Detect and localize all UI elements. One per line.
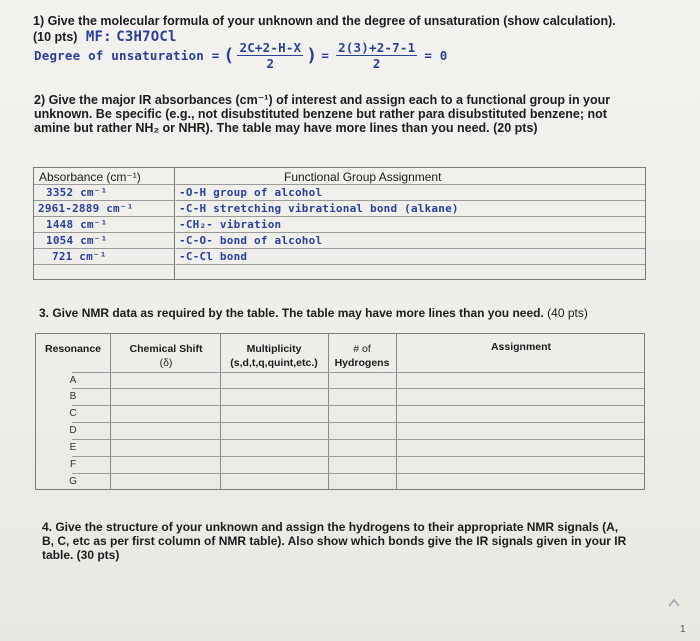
- chevron-up-icon[interactable]: [668, 595, 680, 611]
- ir-absorbance-value: 721 cm⁻¹: [52, 250, 107, 263]
- nmr-header-hydrogens: [328, 342, 396, 370]
- ir-header-functional-group: Functional Group Assignment: [284, 170, 442, 184]
- ir-group-assignment: -CH₂- vibration: [179, 218, 282, 231]
- q4-line-1: 4. Give the structure of your unknown and assign the hydrogens to their appropriate NMR signals (A,: [42, 520, 619, 534]
- nmr-resonance-label: E: [69, 442, 77, 453]
- ir-row-divider: [34, 232, 645, 233]
- nmr-row-divider: [72, 388, 644, 389]
- q3-text: 3. Give NMR data as required by the table. The table may have more lines than you need.: [39, 306, 544, 320]
- nmr-header-multiplicity: [220, 342, 328, 370]
- q1-text: 1) Give the molecular formula of your unknown and the degree of unsaturation (show calculation).: [33, 14, 616, 28]
- ir-absorbance-value: 2961-2889 cm⁻¹: [38, 202, 134, 215]
- q3-prompt: [39, 306, 588, 320]
- dou-result: = 0: [424, 48, 448, 63]
- nmr-resonance-label: G: [69, 476, 77, 487]
- nmr-resonance-label: C: [69, 408, 77, 419]
- mf-label: MF:: [85, 29, 112, 45]
- ir-absorbance-value: 1054 cm⁻¹: [46, 234, 108, 247]
- close-paren: ): [306, 45, 318, 66]
- nmr-header-hyd-line-1: # of: [353, 343, 371, 355]
- equals-sign: =: [321, 48, 330, 63]
- chevron-up-icon-graphic: [668, 598, 680, 608]
- ir-row-divider: [34, 248, 645, 249]
- nmr-header-shift-line-1: Chemical Shift: [129, 343, 203, 355]
- ir-group-assignment: -O-H group of alcohol: [179, 186, 323, 199]
- ir-group-assignment: -C-O- bond of alcohol: [179, 234, 323, 247]
- nmr-header-mult-line-1: Multiplicity: [246, 343, 302, 355]
- q3-points: (40 pts): [547, 306, 588, 320]
- q1-points: (10 pts): [33, 30, 78, 44]
- fraction-1-denominator: 2: [266, 56, 275, 71]
- dou-fraction-2: [336, 40, 417, 71]
- page-number: 1: [680, 624, 686, 635]
- nmr-row-divider: [72, 422, 644, 423]
- q2-line-3: amine but rather NH₂ or NHR). The table may have more lines than you need. (20 pts): [34, 121, 538, 135]
- ir-group-assignment: -C-H stretching vibrational bond (alkane): [179, 202, 459, 215]
- open-paren: (: [223, 45, 235, 66]
- mf-value: C3H7OCl: [116, 29, 177, 45]
- nmr-header-shift-line-2: (δ): [159, 357, 173, 369]
- nmr-resonance-label: A: [69, 375, 77, 386]
- q2-line-2: unknown. Be specific (e.g., not disubstituted benzene but rather para disubstituted benzene; not: [34, 107, 607, 121]
- nmr-column-divider: [396, 334, 397, 489]
- fraction-1-numerator: 2C+2-H-X: [239, 40, 302, 55]
- nmr-resonance-label: D: [69, 425, 77, 436]
- q1-prompt: [33, 14, 683, 28]
- fraction-2-denominator: 2: [372, 56, 381, 71]
- dou-calculation: [34, 40, 448, 71]
- fraction-2-numerator: 2(3)+2-7-1: [338, 40, 416, 55]
- nmr-row-divider: [72, 405, 644, 406]
- ir-group-assignment: -C-Cl bond: [179, 250, 248, 263]
- nmr-resonance-label: B: [69, 391, 77, 402]
- nmr-header-mult-line-2: (s,d,t,q,quint,etc.): [230, 357, 318, 369]
- ir-row-divider: [34, 264, 645, 265]
- ir-header-absorbance: Absorbance (cm⁻¹): [39, 170, 141, 184]
- q2-prompt: [34, 93, 674, 135]
- q4-line-2: B, C, etc as per first column of NMR table). Also show which bonds give the IR signals given in your IR: [42, 534, 627, 548]
- nmr-row-divider: [72, 372, 644, 373]
- ir-table: [33, 167, 646, 280]
- nmr-header-assignment: Assignment: [490, 341, 552, 353]
- nmr-row-divider: [72, 439, 644, 440]
- nmr-resonance-label: F: [69, 459, 77, 470]
- nmr-header-resonance: Resonance: [44, 343, 102, 355]
- nmr-row-divider: [72, 456, 644, 457]
- ir-row-divider: [34, 200, 645, 201]
- nmr-table: [35, 333, 645, 490]
- q2-line-1: 2) Give the major IR absorbances (cm⁻¹) of interest and assign each to a functional group in your: [34, 93, 611, 107]
- dou-label: Degree of unsaturation =: [34, 48, 220, 63]
- nmr-header-chemical-shift: [114, 342, 218, 370]
- ir-row-divider: [34, 184, 645, 185]
- ir-row-divider: [34, 216, 645, 217]
- q4-prompt: [42, 520, 682, 562]
- ir-absorbance-value: 1448 cm⁻¹: [46, 218, 108, 231]
- nmr-header-hyd-line-2: Hydrogens: [334, 357, 390, 369]
- nmr-row-divider: [72, 473, 644, 474]
- dou-fraction-1: [237, 40, 303, 71]
- ir-absorbance-value: 3352 cm⁻¹: [46, 186, 108, 199]
- q4-line-3: table. (30 pts): [42, 548, 120, 562]
- nmr-column-divider: [110, 334, 111, 489]
